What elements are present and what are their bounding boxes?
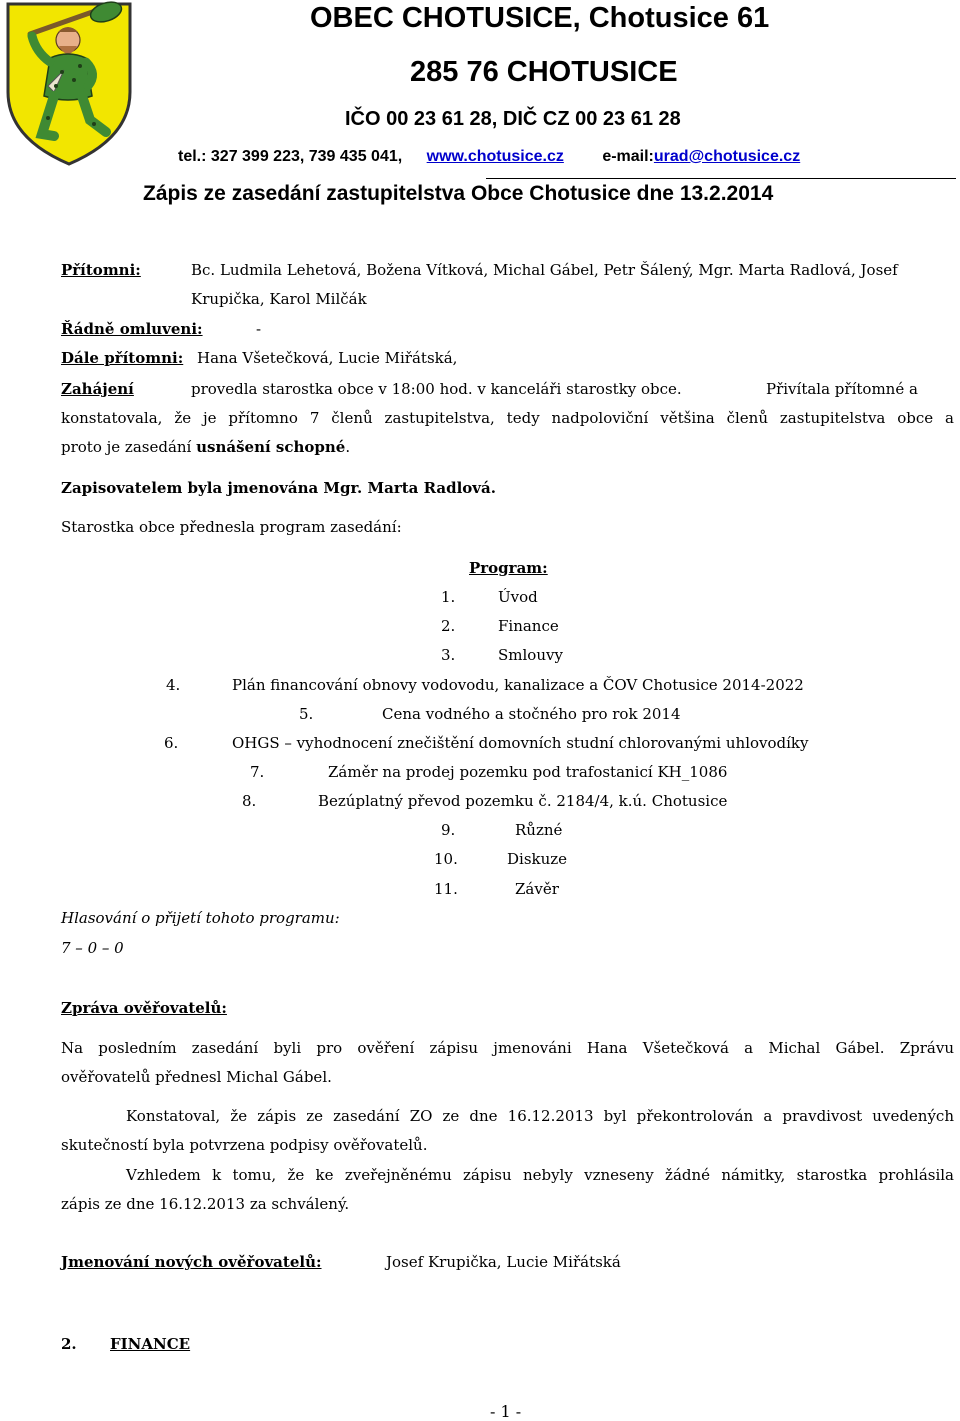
header-title: OBEC CHOTUSICE, Chotusice 61 (310, 2, 770, 34)
program-item-text: Různé (515, 821, 563, 839)
opening-quorum: usnášení schopné (196, 438, 346, 456)
program-item-text: Smlouvy (498, 646, 563, 664)
program-item-number: 2. (441, 617, 456, 635)
program-item-number: 3. (441, 646, 456, 664)
opening-line1-end: Přivítala přítomné a (766, 380, 918, 398)
present-line2: Krupička, Karol Milčák (191, 290, 367, 308)
opening-line1-mid: provedla starostka obce v 18:00 hod. v kanceláři starostky obce. (191, 380, 682, 398)
present-label: Přítomni: (61, 261, 141, 279)
header-postal: 285 76 CHOTUSICE (410, 56, 678, 88)
program-item-number: 9. (441, 821, 456, 839)
report-p2-line1: Konstatoval, že zápis ze zasedání ZO ze dne 16.12.2013 byl překontrolován a pravdivost uvedených (126, 1107, 954, 1125)
opening-line2: konstatovala, že je přítomno 7 členů zastupitelstva, tedy nadpoloviční většina členů zastupitelstva obce a (61, 409, 954, 427)
header-contact-line (178, 148, 800, 166)
program-item-text: Záměr na prodej pozemku pod trafostanicí KH_1086 (328, 763, 728, 781)
report-p2-line2: skutečností byla potvrzena podpisy ověřovatelů. (61, 1136, 428, 1154)
program-item-text: Úvod (498, 588, 538, 606)
section-number: 2. (61, 1335, 77, 1353)
program-item-number: 1. (441, 588, 456, 606)
vote-result: 7 – 0 – 0 (61, 939, 124, 957)
program-item-text: Závěr (515, 880, 559, 898)
program-item-number: 7. (250, 763, 265, 781)
verifiers-heading: Zpráva ověřovatelů: (61, 999, 227, 1017)
program-title: Program: (469, 559, 548, 577)
excused-value: - (256, 320, 262, 338)
excused-label: Řádně omluveni: (61, 320, 203, 338)
program-item-text: Finance (498, 617, 559, 635)
section-title: FINANCE (110, 1335, 191, 1353)
program-item-text: OHGS – vyhodnocení znečištění domovních studní chlorovanými uhlovodíky (232, 734, 809, 752)
program-item-text: Cena vodného a stočného pro rok 2014 (382, 705, 681, 723)
program-item-number: 11. (434, 880, 458, 898)
coat-of-arms-logo (2, 0, 136, 168)
header-rule (486, 178, 956, 179)
report-p3-line2: zápis ze dne 16.12.2013 za schválený. (61, 1195, 350, 1213)
vote-label: Hlasování o přijetí tohoto programu: (61, 909, 340, 927)
program-item-text: Diskuze (507, 850, 568, 868)
present-line1: Bc. Ludmila Lehetová, Božena Vítková, Michal Gábel, Petr Šálený, Mgr. Marta Radlová, Josef (191, 261, 898, 279)
program-item-number: 5. (299, 705, 314, 723)
phone-text: tel.: 327 399 223, 739 435 041, (178, 148, 403, 165)
opening-line3 (61, 438, 350, 456)
report-p3-line1: Vzhledem k tomu, že ke zveřejněnému zápisu nebyly vzneseny žádné námitky, starostka prohlásila (126, 1166, 954, 1184)
report-p1-line1: Na posledním zasedání byli pro ověření zápisu jmenováni Hana Všetečková a Michal Gábel. Zprávu (61, 1039, 954, 1057)
also-present-value: Hana Všetečková, Lucie Miřátská, (197, 349, 458, 367)
header-ico: IČO 00 23 61 28, DIČ CZ 00 23 61 28 (345, 108, 681, 130)
program-item-number: 10. (434, 850, 458, 868)
page-number: - 1 - (490, 1402, 522, 1421)
opening-label: Zahájení (61, 380, 134, 398)
program-item-number: 4. (166, 676, 181, 694)
website-link[interactable]: www.chotusice.cz (426, 148, 564, 165)
program-item-number: 8. (242, 792, 257, 810)
opening-line3-start: proto je zasedání (61, 438, 197, 456)
program-item-text: Plán financování obnovy vodovodu, kanalizace a ČOV Chotusice 2014-2022 (232, 676, 804, 694)
new-verifiers-value: Josef Krupička, Lucie Miřátská (386, 1253, 621, 1271)
report-p1-line2: ověřovatelů přednesl Michal Gábel. (61, 1068, 332, 1086)
program-item-number: 6. (164, 734, 179, 752)
recorder-text: Zapisovatelem byla jmenována Mgr. Marta Radlová. (61, 479, 496, 497)
new-verifiers-label: Jmenování nových ověřovatelů: (61, 1253, 322, 1271)
program-intro: Starostka obce přednesla program zasedání: (61, 518, 402, 536)
opening-line3-end: . (345, 438, 351, 456)
program-item-text: Bezúplatný převod pozemku č. 2184/4, k.ú. Chotusice (318, 792, 728, 810)
email-label: e-mail: (602, 148, 654, 165)
email-link[interactable]: urad@chotusice.cz (653, 148, 801, 165)
also-present-label: Dále přítomni: (61, 349, 184, 367)
meeting-title: Zápis ze zasedání zastupitelstva Obce Chotusice dne 13.2.2014 (143, 182, 774, 205)
